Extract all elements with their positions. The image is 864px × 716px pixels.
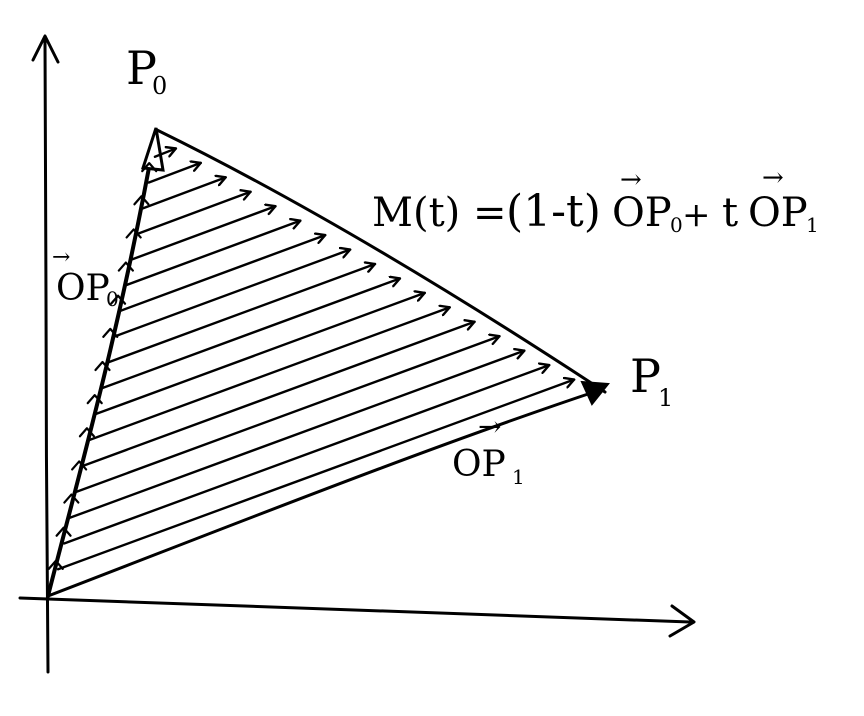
label-op0 <box>52 245 119 311</box>
label-p1-letter: P <box>630 349 661 403</box>
hatch-arrow <box>107 264 376 363</box>
x-axis <box>20 598 690 622</box>
label-p0-letter: P <box>126 41 157 95</box>
label-op0-arrow-icon: → <box>52 245 71 270</box>
label-p0 <box>126 41 167 100</box>
y-axis <box>45 40 48 672</box>
formula-plus: + <box>682 195 711 235</box>
hatch-arrow <box>113 250 351 338</box>
label-op1-text: OP <box>452 444 506 485</box>
formula-coefficient-2: t <box>722 190 739 236</box>
label-op0-subscript: 0 <box>106 287 119 311</box>
label-p0-subscript: 0 <box>152 72 168 100</box>
vector-op0-arrowhead-icon <box>143 128 163 170</box>
formula-vec2: OP <box>748 190 808 236</box>
label-op0-text: OP <box>56 268 110 309</box>
formula-lhs: M(t) = <box>372 190 507 236</box>
hatch-arrow <box>137 192 251 234</box>
hatch-arrow <box>119 235 326 311</box>
label-p1 <box>630 349 673 412</box>
label-p1-subscript: 1 <box>658 384 674 412</box>
formula-coefficient-1: (1-t) <box>506 186 601 237</box>
formula-vec1-arrow-icon: → <box>620 165 642 195</box>
formula-vec2-subscript: 1 <box>806 213 819 237</box>
formula-vec1-subscript: 0 <box>670 213 683 237</box>
formula <box>372 163 819 237</box>
label-op1 <box>452 410 525 489</box>
label-op1-arrow-icon: → <box>478 410 502 443</box>
vector-op1-line <box>48 390 600 596</box>
axes <box>20 36 694 672</box>
formula-vec1: OP <box>612 190 672 236</box>
hatch-arrow <box>82 322 474 466</box>
label-op1-subscript: 1 <box>512 465 525 489</box>
hatch-arrow <box>100 278 399 388</box>
hatch-arrow <box>94 293 424 415</box>
hatch-arrow <box>143 177 226 208</box>
hatch-arrow <box>131 206 276 260</box>
formula-vec2-arrow-icon: → <box>762 163 784 193</box>
segment-p0-p1 <box>157 130 605 392</box>
hatch-arrow <box>76 336 502 492</box>
